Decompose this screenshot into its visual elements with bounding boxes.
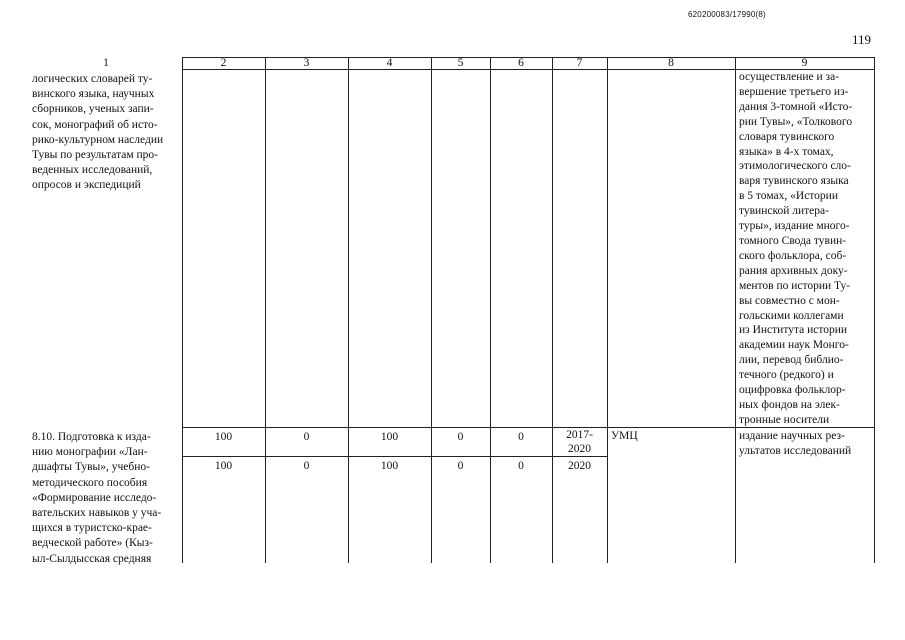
- col-header-8: 8: [668, 57, 674, 69]
- col-header-4: 4: [386, 57, 393, 69]
- col-header-9: 9: [801, 57, 808, 69]
- col-line-5: [552, 57, 553, 563]
- col-line-3: [431, 57, 432, 563]
- row-8-10-sub1-col4: 100: [380, 431, 399, 443]
- row-8-10-sub2-col7: 2020: [568, 460, 591, 472]
- row-continued-col1: логических словарей ту- винского языка, научных сборников, ученых запи- сок, монографий об исто- рико-культурном наследии Тувы по результатам про- веденных исследований, опросов и экспедиций: [32, 73, 164, 192]
- col-header-6: 6: [518, 57, 524, 69]
- col-line-4: [490, 57, 491, 563]
- col-header-5: 5: [457, 57, 464, 69]
- row-continued-col9: осуществление и за- вершение третьего из- дания 3-томной «Исто- рии Тувы», «Толкового словаря тувинского языка» в 4-х томах, этимологического сло- варя тувинского языка в 5 томах, «Истории тувинской литера- туры», издание много- томного Свода тувин- ского фольклора, соб- рания архивных доку- ментов по истории Ту- вы совместно с мон- гольскими коллегами из Института истории академии наук Монго- лии, перевод библио- течного (редкого) и оцифровка фольклор- ных фондов на элек- тронные носители: [739, 71, 853, 426]
- col-header-2: 2: [220, 57, 227, 69]
- row-8-10-sub2-col5: 0: [457, 460, 464, 472]
- col-line-2: [348, 57, 349, 563]
- row-8-10-sub1-col3: 0: [303, 431, 310, 443]
- row-8-10-sub2-col4: 100: [380, 460, 399, 472]
- row-8-10-sub1-col5: 0: [457, 431, 464, 443]
- col-line-1: [265, 57, 266, 563]
- col-header-3: 3: [303, 57, 310, 69]
- col-line-6: [607, 57, 608, 563]
- row-8-10-sub1-col2: 100: [214, 431, 233, 443]
- row-8-10-sub1-col7: 2017- 2020: [566, 429, 593, 455]
- subrow-separator: [182, 456, 607, 457]
- row-8-10-sub2-col3: 0: [303, 460, 310, 472]
- row-8-10-col8: УМЦ: [611, 430, 638, 442]
- col-header-7: 7: [576, 57, 583, 69]
- row-8-10-sub1-col6: 0: [518, 431, 524, 443]
- row-8-10-col1: 8.10. Подготовка к изда- нию монографии «Лан- дшафты Тувы», учебно- методического пособия «Формирование исследо- вательских навыков у уча- щихся в туристско-крае- ведческой работе» (Кыз- ыл-Сылдысская средняя: [32, 431, 162, 565]
- col-line-7: [735, 57, 736, 563]
- col-header-1: 1: [103, 57, 109, 69]
- row-8-10-sub2-col2: 100: [214, 460, 233, 472]
- row-8-10-col9: издание научных рез- ультатов исследований: [739, 430, 852, 458]
- row-8-10-sub2-col6: 0: [518, 460, 524, 472]
- col-line-8: [874, 57, 875, 563]
- col-line-0: [182, 57, 183, 563]
- page-number: 119: [852, 32, 872, 47]
- document-code: 620200083/17990(8): [688, 10, 766, 19]
